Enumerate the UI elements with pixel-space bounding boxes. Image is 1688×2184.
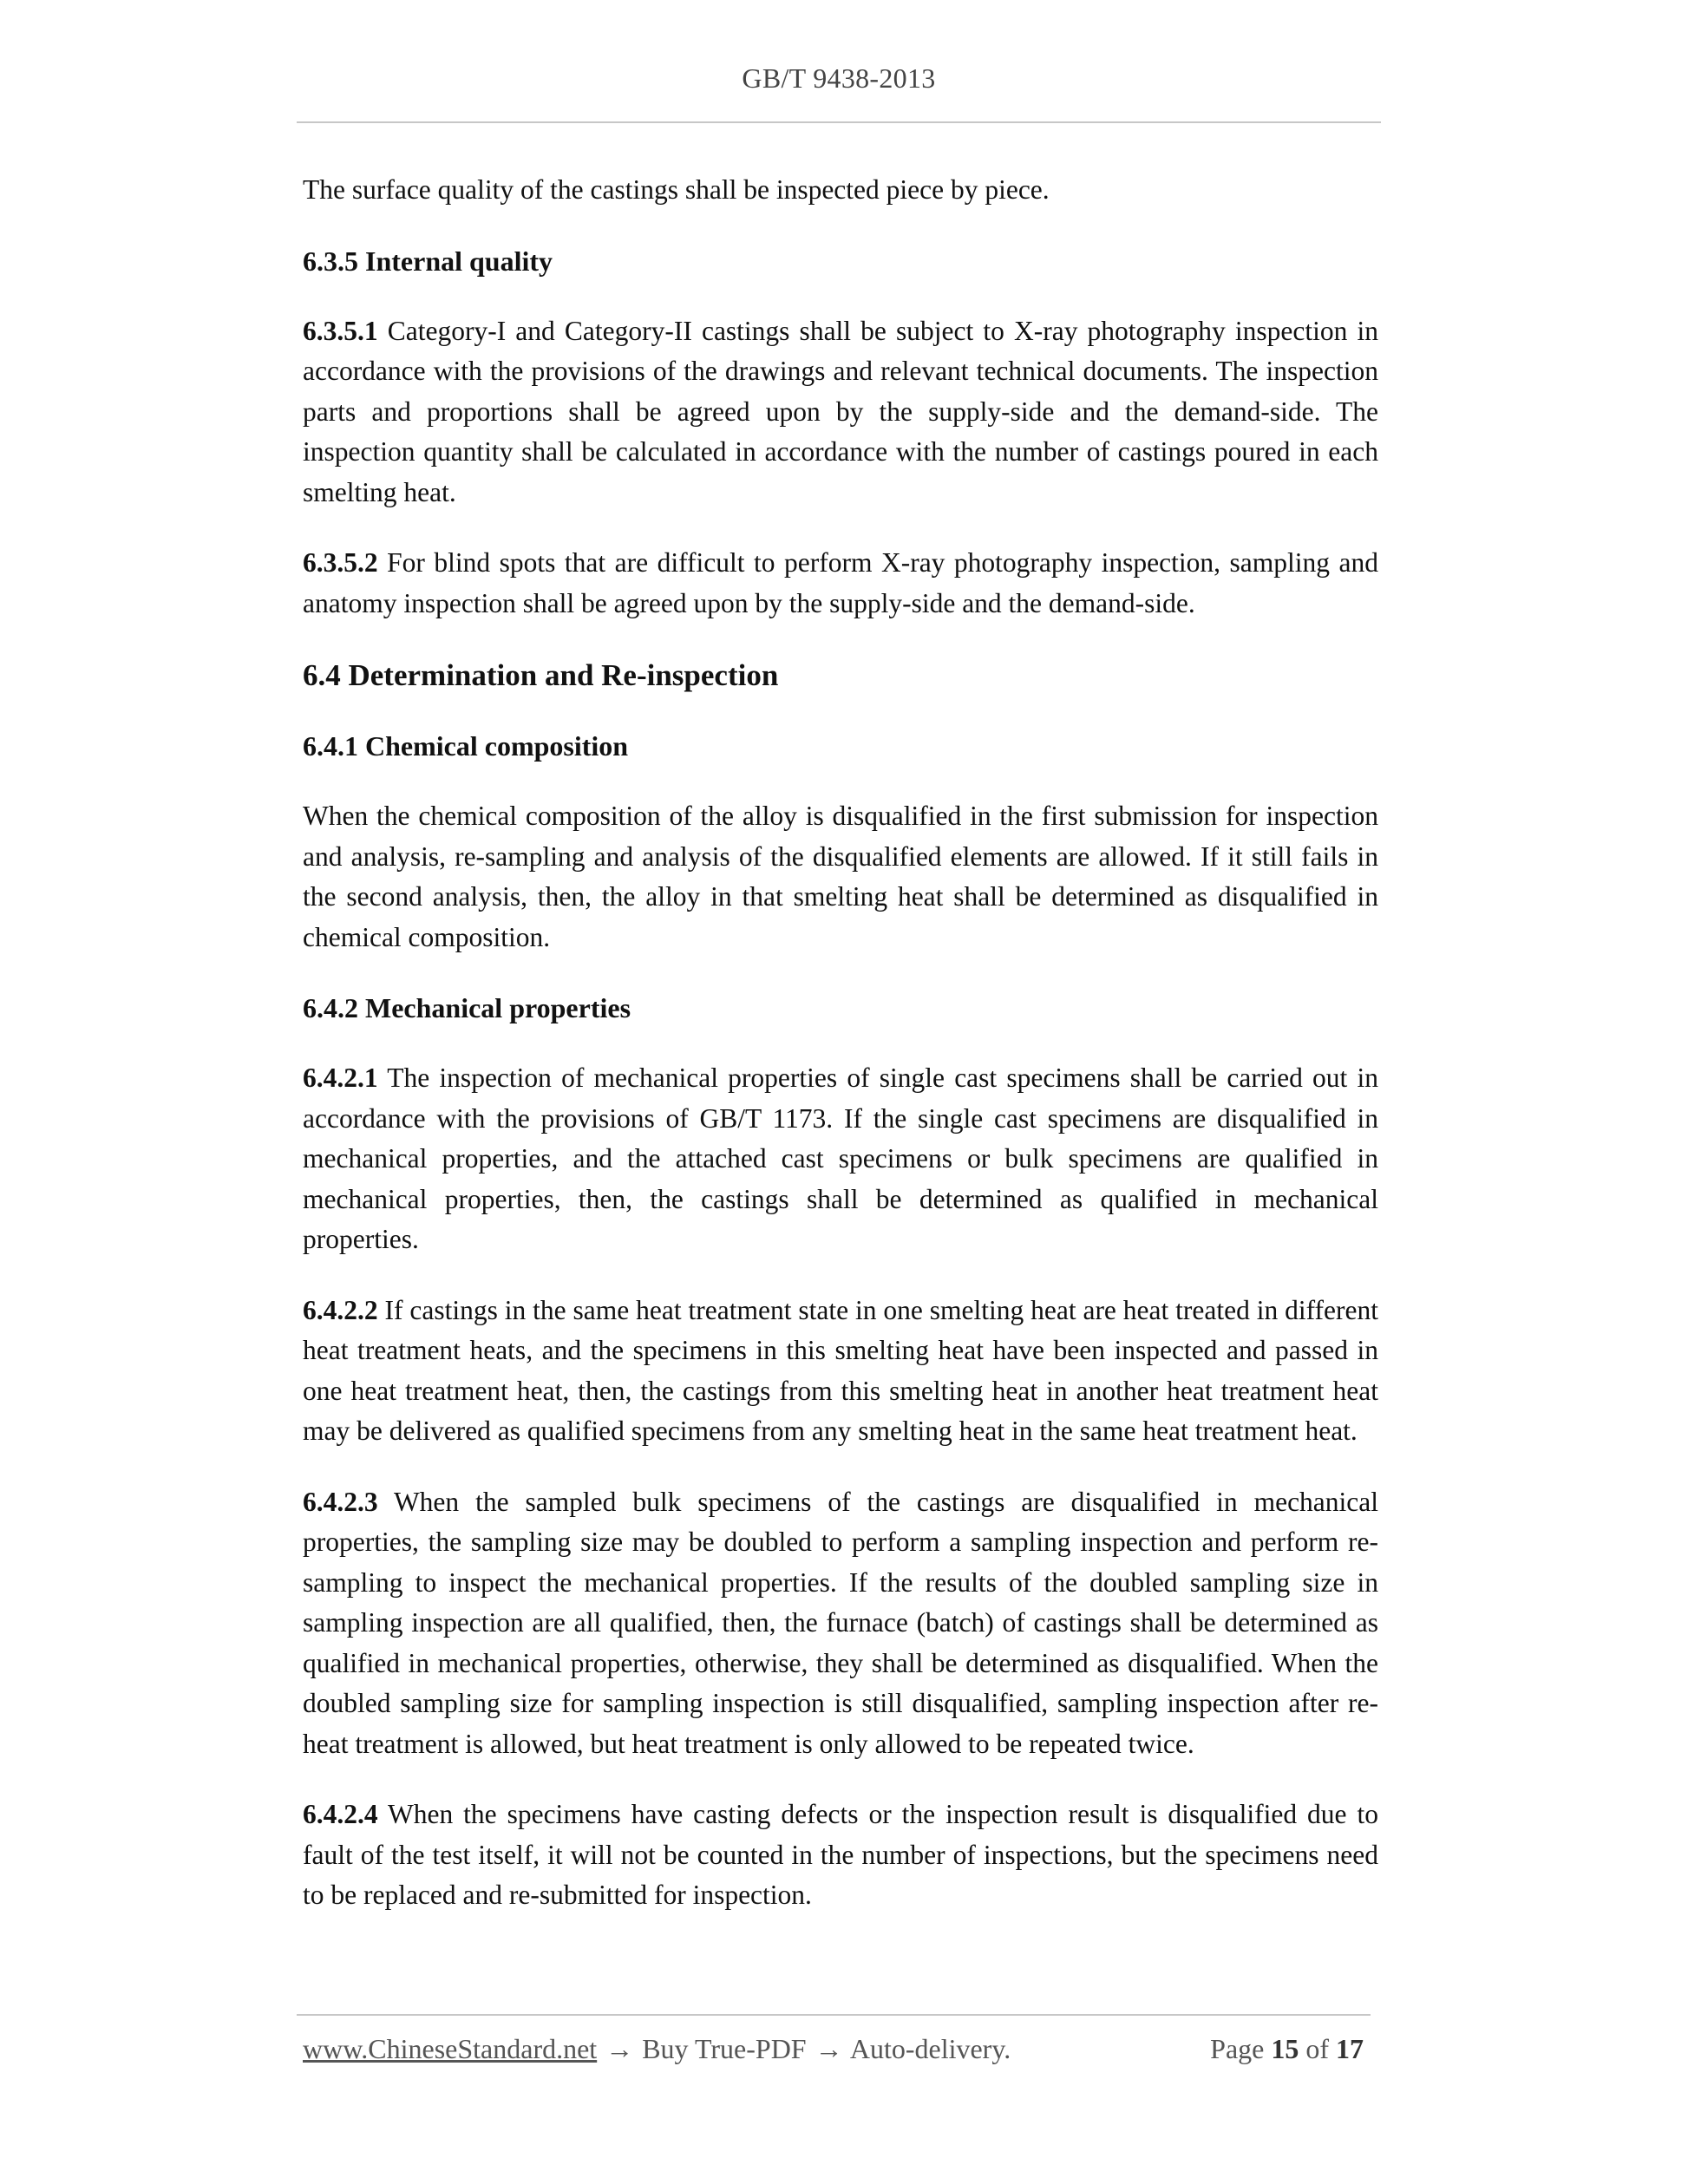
auto-delivery-text: Auto-delivery. bbox=[849, 2033, 1011, 2064]
clause-6-4-2-2 bbox=[303, 1291, 1378, 1452]
heading-6-4-1: 6.4.1 Chemical composition bbox=[303, 730, 629, 762]
buy-pdf-text: Buy True-PDF bbox=[642, 2033, 807, 2064]
intro-paragraph: The surface quality of the castings shall be inspected piece by piece. bbox=[303, 174, 1050, 205]
clause-6-4-2-4 bbox=[303, 1795, 1378, 1916]
page-indicator bbox=[1210, 2033, 1364, 2065]
arrow-right-icon: → bbox=[605, 2033, 634, 2064]
clause-text: For blind spots that are difficult to perform X-ray photography inspection, sampling and anatomy inspection shall be agreed upon by the supply-side and the demand-side. bbox=[303, 547, 1378, 618]
current-page-number: 15 bbox=[1271, 2033, 1299, 2064]
clause-text: When the specimens have casting defects or the inspection result is disqualified due to fault of the test itself, it will not be counted in the number of inspections, but the specimens need to be replaced and re-submitted for inspection. bbox=[303, 1799, 1378, 1910]
clause-6-4-2-1 bbox=[303, 1058, 1378, 1260]
clause-6-4-2-3 bbox=[303, 1482, 1378, 1765]
site-link[interactable]: www.ChineseStandard.net bbox=[303, 2033, 598, 2064]
clause-number: 6.4.2.1 bbox=[303, 1063, 378, 1093]
clause-text: The inspection of mechanical properties of single cast specimens shall be carried out in accordance with the provisions of GB/T 1173. If the single cast specimens are disqualified in mechanical properties, and the attached cast specimens or bulk specimens are qualified in mechanical properties, then, the castings shall be determined as qualified in mechanical properties. bbox=[303, 1063, 1378, 1254]
footer-divider bbox=[297, 2014, 1371, 2016]
arrow-right-icon: → bbox=[815, 2033, 843, 2064]
clause-number: 6.3.5.2 bbox=[303, 547, 378, 578]
clause-number: 6.4.2.3 bbox=[303, 1486, 378, 1517]
clause-text: Category-I and Category-II castings shall be subject to X-ray photography inspection in accordance with the provisions of the drawings and relevant technical documents. The inspection parts and proportions shall be agreed upon by the supply-side and the demand-side. The inspection quantity shall be calculated in accordance with the number of castings poured in each smelting heat. bbox=[303, 315, 1378, 507]
clause-number: 6.3.5.1 bbox=[303, 315, 378, 346]
clause-text: When the sampled bulk specimens of the castings are disqualified in mechanical properties, the sampling size may be doubled to perform a sampling inspection and perform re-sampling to inspect the mechanical properties. If the results of the doubled sampling size in sampling inspection are all qualified, then, the furnace (batch) of castings shall be determined as qualified in mechanical properties, otherwise, they shall be determined as disqualified. When the doubled sampling size for sampling inspection is still disqualified, sampling inspection after re-heat treatment is allowed, but heat treatment is only allowed to be repeated twice. bbox=[303, 1486, 1378, 1759]
of-label: of bbox=[1305, 2033, 1329, 2064]
heading-6-4: 6.4 Determination and Re-inspection bbox=[303, 658, 779, 692]
clause-6-3-5-2 bbox=[303, 543, 1378, 624]
footer-promo bbox=[303, 2033, 1011, 2065]
page-label: Page bbox=[1210, 2033, 1265, 2064]
header-divider bbox=[297, 121, 1381, 123]
heading-6-4-2: 6.4.2 Mechanical properties bbox=[303, 992, 631, 1023]
clause-number: 6.4.2.2 bbox=[303, 1294, 378, 1325]
clause-6-3-5-1 bbox=[303, 311, 1378, 513]
clause-number: 6.4.2.4 bbox=[303, 1799, 378, 1829]
page-content bbox=[303, 170, 1378, 1946]
paragraph-6-4-1: When the chemical composition of the alloy is disqualified in the first submission for inspection and analysis, re-sampling and analysis of the disqualified elements are allowed. If it still fails in the second analysis, then, the alloy in that smelting heat shall be determined as disqualified in chemical composition. bbox=[303, 801, 1378, 952]
clause-text: If castings in the same heat treatment state in one smelting heat are heat treated in different heat treatment heats, and the specimens in this smelting heat have been inspected and passed in one heat treatment heat, then, the castings from this smelting heat in another heat treatment heat may be delivered as qualified specimens from any smelting heat in the same heat treatment heat. bbox=[303, 1294, 1378, 1446]
heading-6-3-5: 6.3.5 Internal quality bbox=[303, 245, 553, 277]
total-pages-number: 17 bbox=[1336, 2033, 1364, 2064]
document-id-header: GB/T 9438-2013 bbox=[742, 62, 936, 94]
